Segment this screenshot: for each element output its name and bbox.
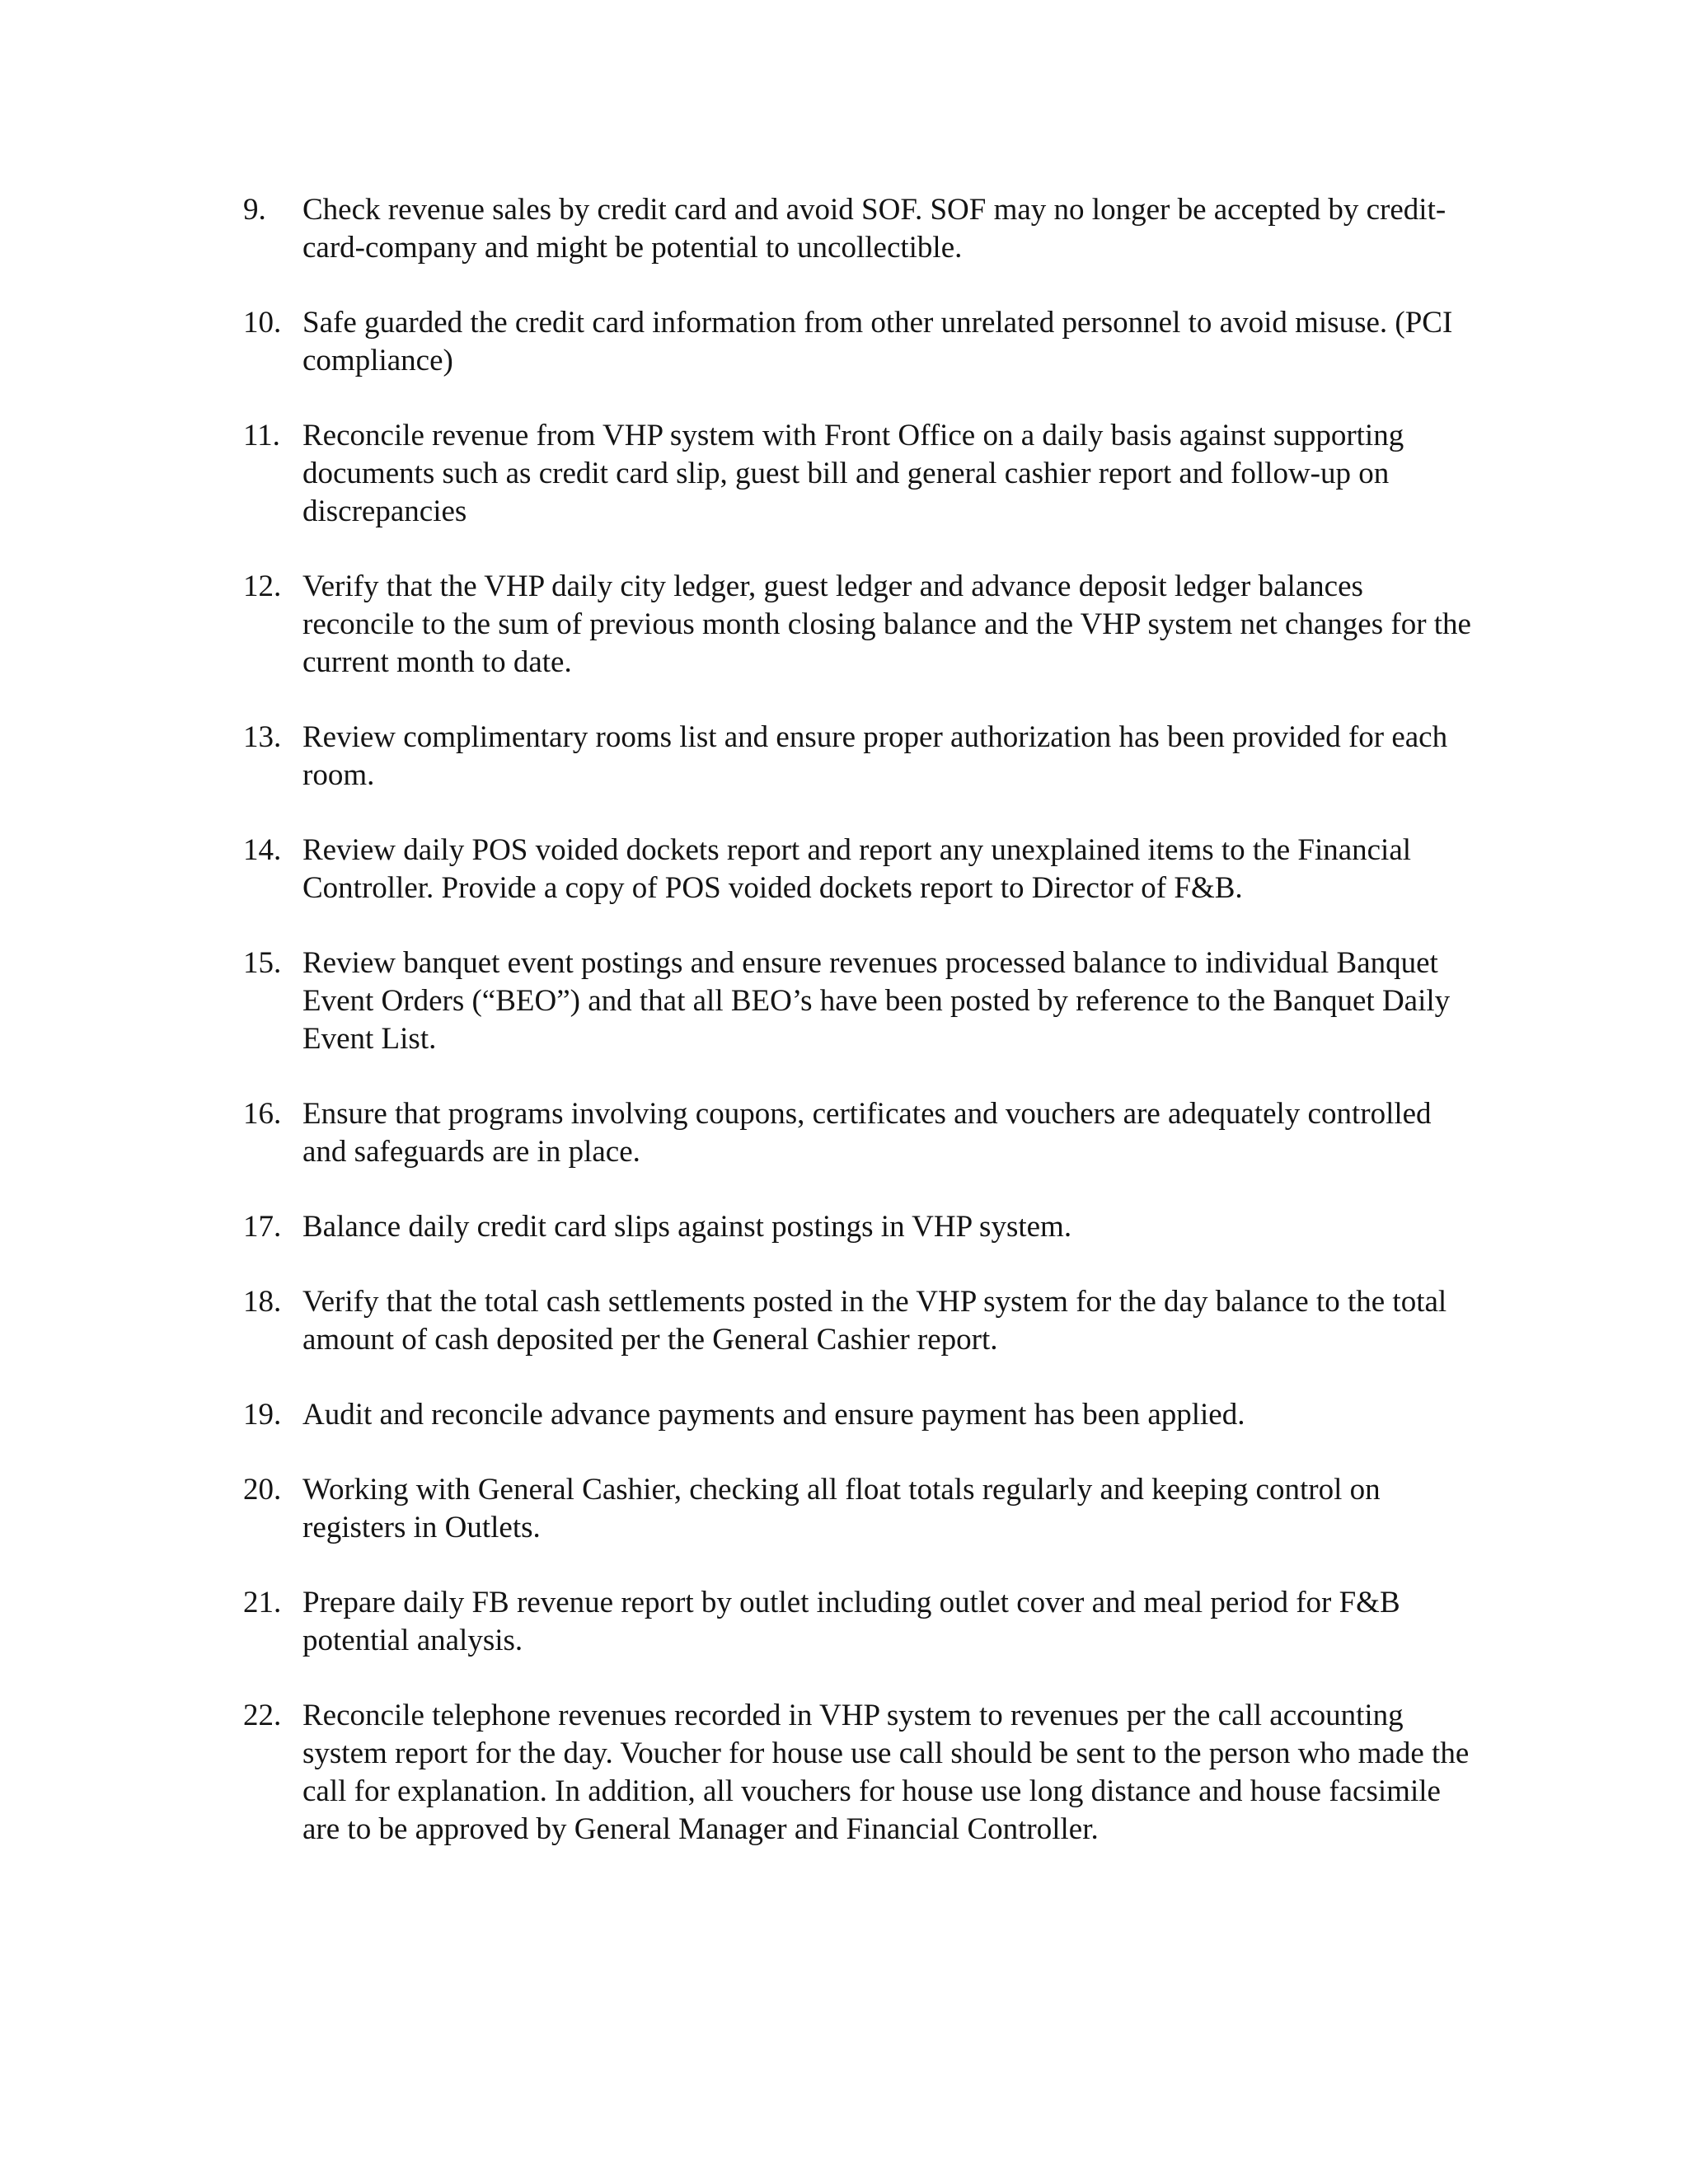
list-item — [243, 1208, 1471, 1246]
item-number: 9. — [243, 193, 266, 227]
list-item — [243, 1396, 1471, 1434]
list-item — [243, 191, 1471, 267]
item-text: Reconcile telephone revenues recorded in VHP system to revenues per the call accounting system report for the day. Voucher for house use call should be sent to the person who made the call for explanation. In addition, all vouchers for house use long distance and house facsimile are to be approved by General Manager and Financial Controller. — [302, 1699, 1470, 1846]
item-text: Verify that the VHP daily city ledger, guest ledger and advance deposit ledger balances reconcile to the sum of previous month closing balance and the VHP system net changes for the current month to date. — [302, 569, 1471, 679]
list-item — [243, 944, 1471, 1058]
list-item — [243, 719, 1471, 794]
item-text: Ensure that programs involving coupons, certificates and vouchers are adequately controlled and safeguards are in place. — [302, 1097, 1432, 1169]
item-number: 10. — [243, 306, 282, 340]
item-text: Audit and reconcile advance payments and ensure payment has been applied. — [302, 1398, 1245, 1432]
duties-list — [243, 191, 1471, 1886]
item-number: 18. — [243, 1285, 282, 1319]
list-item — [243, 1095, 1471, 1171]
item-text: Working with General Cashier, checking all float totals regularly and keeping control on registers in Outlets. — [302, 1473, 1381, 1544]
item-text: Verify that the total cash settlements posted in the VHP system for the day balance to the total amount of cash deposited per the General Cashier report. — [302, 1285, 1447, 1357]
item-number: 16. — [243, 1097, 282, 1131]
item-text: Review banquet event postings and ensure revenues processed balance to individual Banquet Event Orders (“BEO”) and that all BEO’s have been posted by reference to the Banquet Daily Event List. — [302, 946, 1451, 1056]
list-item — [243, 1471, 1471, 1547]
list-item — [243, 568, 1471, 682]
item-text: Reconcile revenue from VHP system with Front Office on a daily basis against supporting documents such as credit card slip, guest bill and general cashier report and follow-up on discrepancies — [302, 419, 1404, 528]
list-item — [243, 1697, 1471, 1849]
item-number: 21. — [243, 1586, 282, 1619]
item-number: 14. — [243, 833, 282, 867]
item-text: Review daily POS voided dockets report and report any unexplained items to the Financial Controller. Provide a copy of POS voided dockets report to Director of F&B. — [302, 833, 1412, 905]
list-item — [243, 417, 1471, 531]
item-text: Check revenue sales by credit card and avoid SOF. SOF may no longer be accepted by credit-card-company and might be potential to uncollectible. — [302, 193, 1447, 265]
item-number: 22. — [243, 1699, 282, 1732]
item-number: 13. — [243, 720, 282, 754]
item-text: Safe guarded the credit card information from other unrelated personnel to avoid misuse. (PCI compliance) — [302, 306, 1453, 377]
item-number: 12. — [243, 569, 282, 603]
item-number: 11. — [243, 419, 280, 452]
list-item — [243, 304, 1471, 380]
list-item — [243, 832, 1471, 907]
item-number: 15. — [243, 946, 282, 980]
list-item — [243, 1584, 1471, 1660]
item-number: 19. — [243, 1398, 282, 1432]
item-text: Review complimentary rooms list and ensure proper authorization has been provided for each room. — [302, 720, 1448, 792]
item-text: Balance daily credit card slips against postings in VHP system. — [302, 1210, 1072, 1244]
item-text: Prepare daily FB revenue report by outlet including outlet cover and meal period for F&B potential analysis. — [302, 1586, 1400, 1657]
list-item — [243, 1283, 1471, 1359]
item-number: 17. — [243, 1210, 282, 1244]
item-number: 20. — [243, 1473, 282, 1507]
